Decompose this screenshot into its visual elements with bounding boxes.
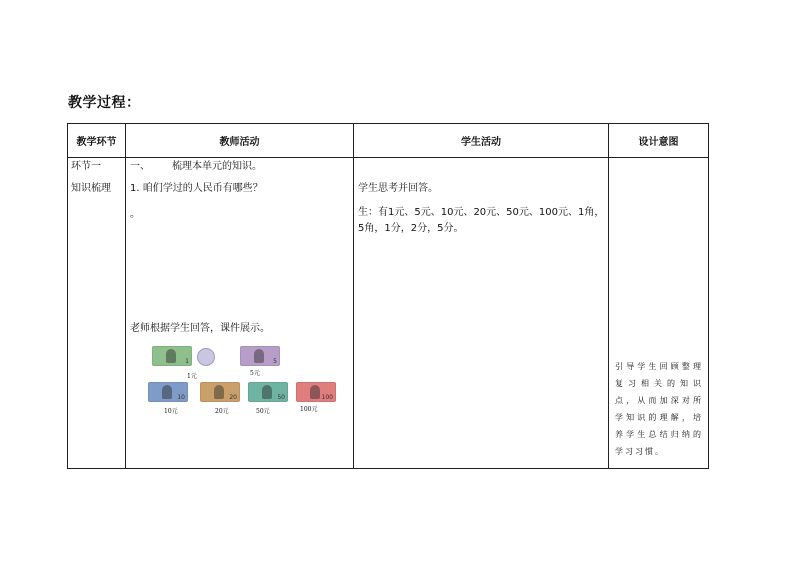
- section-heading: 教学过程：: [68, 95, 141, 111]
- one-yuan-note-image: 1: [152, 346, 192, 366]
- teacher-dot: 。: [130, 209, 140, 220]
- caption-50-yuan: 50元: [256, 408, 270, 415]
- student-line-2: 生：有1元、5元、10元、20元、50元、100元、1角，: [358, 207, 605, 218]
- stage-line-2: 知识梳理: [71, 183, 111, 194]
- caption-5-yuan: 5元: [250, 370, 260, 377]
- hundred-yuan-note-image: 100: [296, 382, 336, 402]
- caption-20-yuan: 20元: [215, 408, 229, 415]
- five-yuan-note-image: 5: [240, 346, 280, 366]
- col-header-intent: 设计意图: [609, 124, 709, 158]
- lesson-table: [67, 123, 709, 469]
- money-row-top: [152, 346, 280, 366]
- stage-line-1: 环节一: [71, 161, 101, 172]
- teacher-show-text: 老师根据学生回答，课件展示。: [130, 323, 270, 334]
- caption-1-yuan: 1元: [187, 373, 197, 380]
- intent-cell: [609, 158, 709, 469]
- fifty-yuan-note-image: 50: [248, 382, 288, 402]
- one-yuan-coin-image: [197, 348, 215, 366]
- caption-100-yuan: 100元: [300, 406, 318, 413]
- teacher-cell: [126, 158, 354, 469]
- caption-10-yuan: 10元: [164, 408, 178, 415]
- table-row: [68, 158, 709, 469]
- student-line-1: 学生思考并回答。: [358, 183, 438, 194]
- table-header-row: [68, 124, 709, 158]
- twenty-yuan-note-image: 20: [200, 382, 240, 402]
- student-line-3: 5角，1分，2分，5分。: [358, 223, 464, 234]
- col-header-teacher: 教师活动: [126, 124, 354, 158]
- ten-yuan-note-image: 10: [148, 382, 188, 402]
- student-cell: [354, 158, 609, 469]
- col-header-student: 学生活动: [354, 124, 609, 158]
- stage-cell: [68, 158, 126, 469]
- col-header-stage: 教学环节: [68, 124, 126, 158]
- teacher-question: 1. 咱们学过的人民币有哪些？: [130, 183, 263, 194]
- teacher-item-number: 一、: [130, 161, 150, 172]
- money-row-bottom: [148, 382, 336, 402]
- teacher-item-text: 梳理本单元的知识。: [172, 161, 262, 172]
- design-intent-text: 引导学生回顾整理复习相关的知识点，从而加深对所学知识的理解，培养学生总结归纳的学习习惯。: [615, 362, 703, 456]
